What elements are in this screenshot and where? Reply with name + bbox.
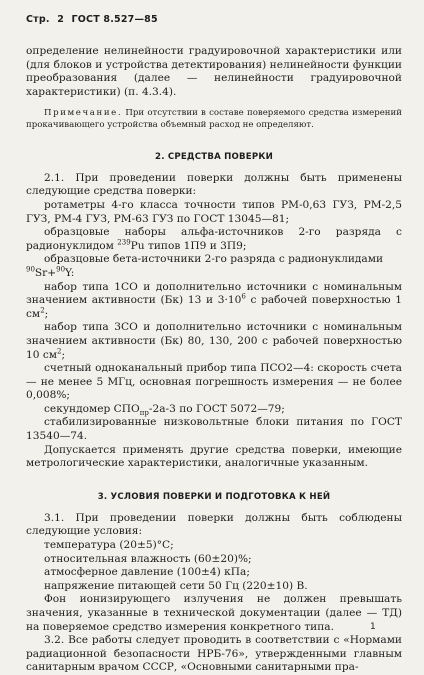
intro-paragraph: определение нелинейности градуировочной характеристики или (для блоков и устройства детектирования) нелинейности функции преобразования (далее — нелинейности градуировочной характеристики) (п. 4.3.4). bbox=[26, 45, 402, 98]
subscript: пр bbox=[139, 408, 149, 417]
page-header bbox=[26, 14, 402, 25]
section-2-intro: 2.1. При проведении поверки должны быть применены следующие средства поверки: bbox=[26, 171, 402, 198]
list-item bbox=[26, 321, 402, 362]
condition-item: атмосферное давление (100±4) кПа; bbox=[44, 566, 250, 579]
conditions-list bbox=[26, 539, 402, 593]
section-3-2-paragraph: 3.2. Все работы следует проводить в соответствии с «Нормами радиационной безопасности НРБ-76», утвержденными главным санитарным врачом СССР, «Основными санитарными пра- bbox=[26, 634, 402, 674]
isotope-mass: 90 bbox=[56, 265, 66, 274]
condition-item: относительная влажность (60±20)%; bbox=[44, 552, 252, 565]
list-item: ротаметры 4-го класса точности типов РМ-0,63 ГУЗ, РМ-2,5 ГУЗ, РМ-4 ГУЗ, РМ-63 ГУЗ по ГОСТ 13045—81; bbox=[26, 198, 402, 225]
footer-mark: 1 bbox=[370, 622, 376, 632]
list-item: стабилизированные низковольтные блоки питания по ГОСТ 13540—74. bbox=[26, 416, 402, 443]
equipment-list bbox=[26, 199, 402, 444]
list-item-text: секундомер СПО bbox=[44, 402, 140, 415]
list-item-text: ; bbox=[61, 348, 66, 361]
isotope-mass: 239 bbox=[117, 238, 131, 247]
list-item-text: Y: bbox=[65, 266, 75, 279]
exponent: 2 bbox=[40, 306, 45, 315]
section-2-title: 2. СРЕДСТВА ПОВЕРКИ bbox=[155, 151, 273, 162]
condition-item: напряжение питающей сети 50 Гц (220±10) В. bbox=[44, 579, 308, 592]
list-item bbox=[26, 226, 402, 253]
list-item bbox=[26, 403, 402, 417]
note-text: При отсутствии в составе поверяемого средства измерений прокачивающего устройства объемный расход не определяют. bbox=[26, 108, 402, 130]
background-radiation-paragraph: Фон ионизирующего излучения не должен превышать значения, указанные в технической документации (далее — ТД) на поверяемое средство измерения конкретного типа. bbox=[26, 593, 402, 633]
page-label: Стр. bbox=[26, 14, 50, 25]
section-3-intro: 3.1. При проведении поверки должны быть соблюдены следующие условия: bbox=[26, 511, 402, 538]
section-3-title: 3. УСЛОВИЯ ПОВЕРКИ И ПОДГОТОВКА К НЕЙ bbox=[97, 491, 331, 502]
standard-code: ГОСТ 8.527—85 bbox=[71, 14, 158, 25]
exponent: 6 bbox=[241, 292, 246, 301]
list-item-text: набор типа 1СО и дополнительно источники с номинальным значением активности (Бк) 13 и 3·10 bbox=[26, 280, 402, 307]
section-2-note: Допускается применять другие средства поверки, имеющие метрологические характеристики, аналогичные указанным. bbox=[26, 443, 402, 470]
note-paragraph bbox=[26, 108, 402, 130]
list-item-text: Pu типов 1П9 и 3П9; bbox=[130, 239, 247, 252]
list-item bbox=[26, 253, 402, 280]
list-item: счетный одноканальный прибор типа ПСО2—4: скорость счета — не менее 5 МГц, основная погрешность измерения — не более 0,008%; bbox=[26, 362, 402, 402]
condition-item: температура (20±5)°С; bbox=[44, 539, 174, 552]
note-label: Примечание. bbox=[44, 108, 123, 119]
list-item-text: с рабочей поверхностью 1 см bbox=[26, 294, 402, 320]
list-item-text: ; bbox=[44, 307, 49, 320]
list-item bbox=[26, 281, 402, 322]
exponent: 2 bbox=[57, 346, 62, 355]
list-item-text: Sr+ bbox=[34, 266, 57, 279]
isotope-mass: 90 bbox=[26, 265, 35, 274]
list-item-text: образцовые наборы альфа-источников 2-го разряда с радионуклидом bbox=[26, 226, 402, 252]
list-item-text: -2а-3 по ГОСТ 5072—79; bbox=[148, 402, 285, 415]
list-item-text: набор типа 3СО и дополнительно источники с номинальным значением активности (Бк) 80, 130, 200 с рабочей поверхностью 10 см bbox=[26, 321, 402, 361]
list-item-text: образцовые бета-источники 2-го разряда с радионуклидами bbox=[44, 253, 384, 266]
page-number: 2 bbox=[57, 14, 65, 25]
